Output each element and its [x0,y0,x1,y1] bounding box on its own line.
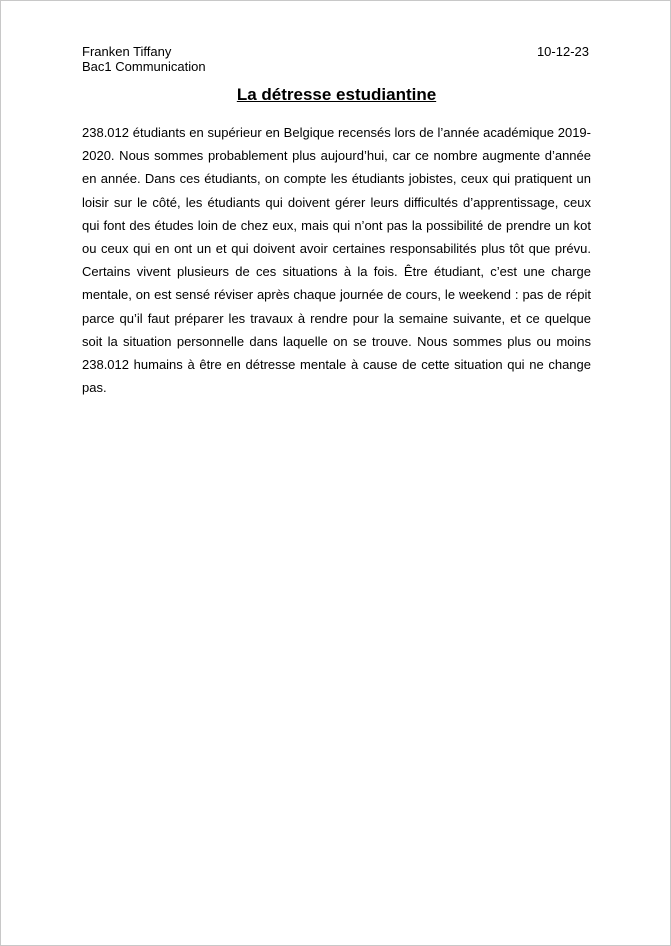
document-date: 10-12-23 [536,44,589,59]
course-name: Bac1 Communication [82,59,206,74]
body-paragraph: 238.012 étudiants en supérieur en Belgique recensés lors de l’année académique 2019-2020. Nous sommes probablement plus aujourd’hui, car ce nombre augmente d’année en année. Dans ces étudiants, on compte les étudiants jobistes, ceux qui pratiquent un loisir sur le côté, les étudiants qui doivent gérer leurs difficultés d’apprentissage, ceux qui font des études loin de chez eux, mais qui n’ont pas la possibilité de prendre un kot ou ceux qui en ont un et qui doivent avoir certaines responsabilités plus tôt que prévu. Certains vivent plusieurs de ces situations à la fois. Être étudiant, c’est une charge mentale, on est sensé réviser après chaque journée de cours, le weekend : pas de répit parce qu’il faut préparer les travaux à rendre pour la semaine suivante, et ce quelque soit la situation personnelle dans laquelle on se trouve. Nous sommes plus ou moins 238.012 humains à être en détresse mentale à cause de cette situation qui ne change pas. [82,125,591,396]
document-title: La détresse estudiantine [236,85,437,104]
header-left [82,44,206,74]
author-name: Franken Tiffany [82,44,172,59]
